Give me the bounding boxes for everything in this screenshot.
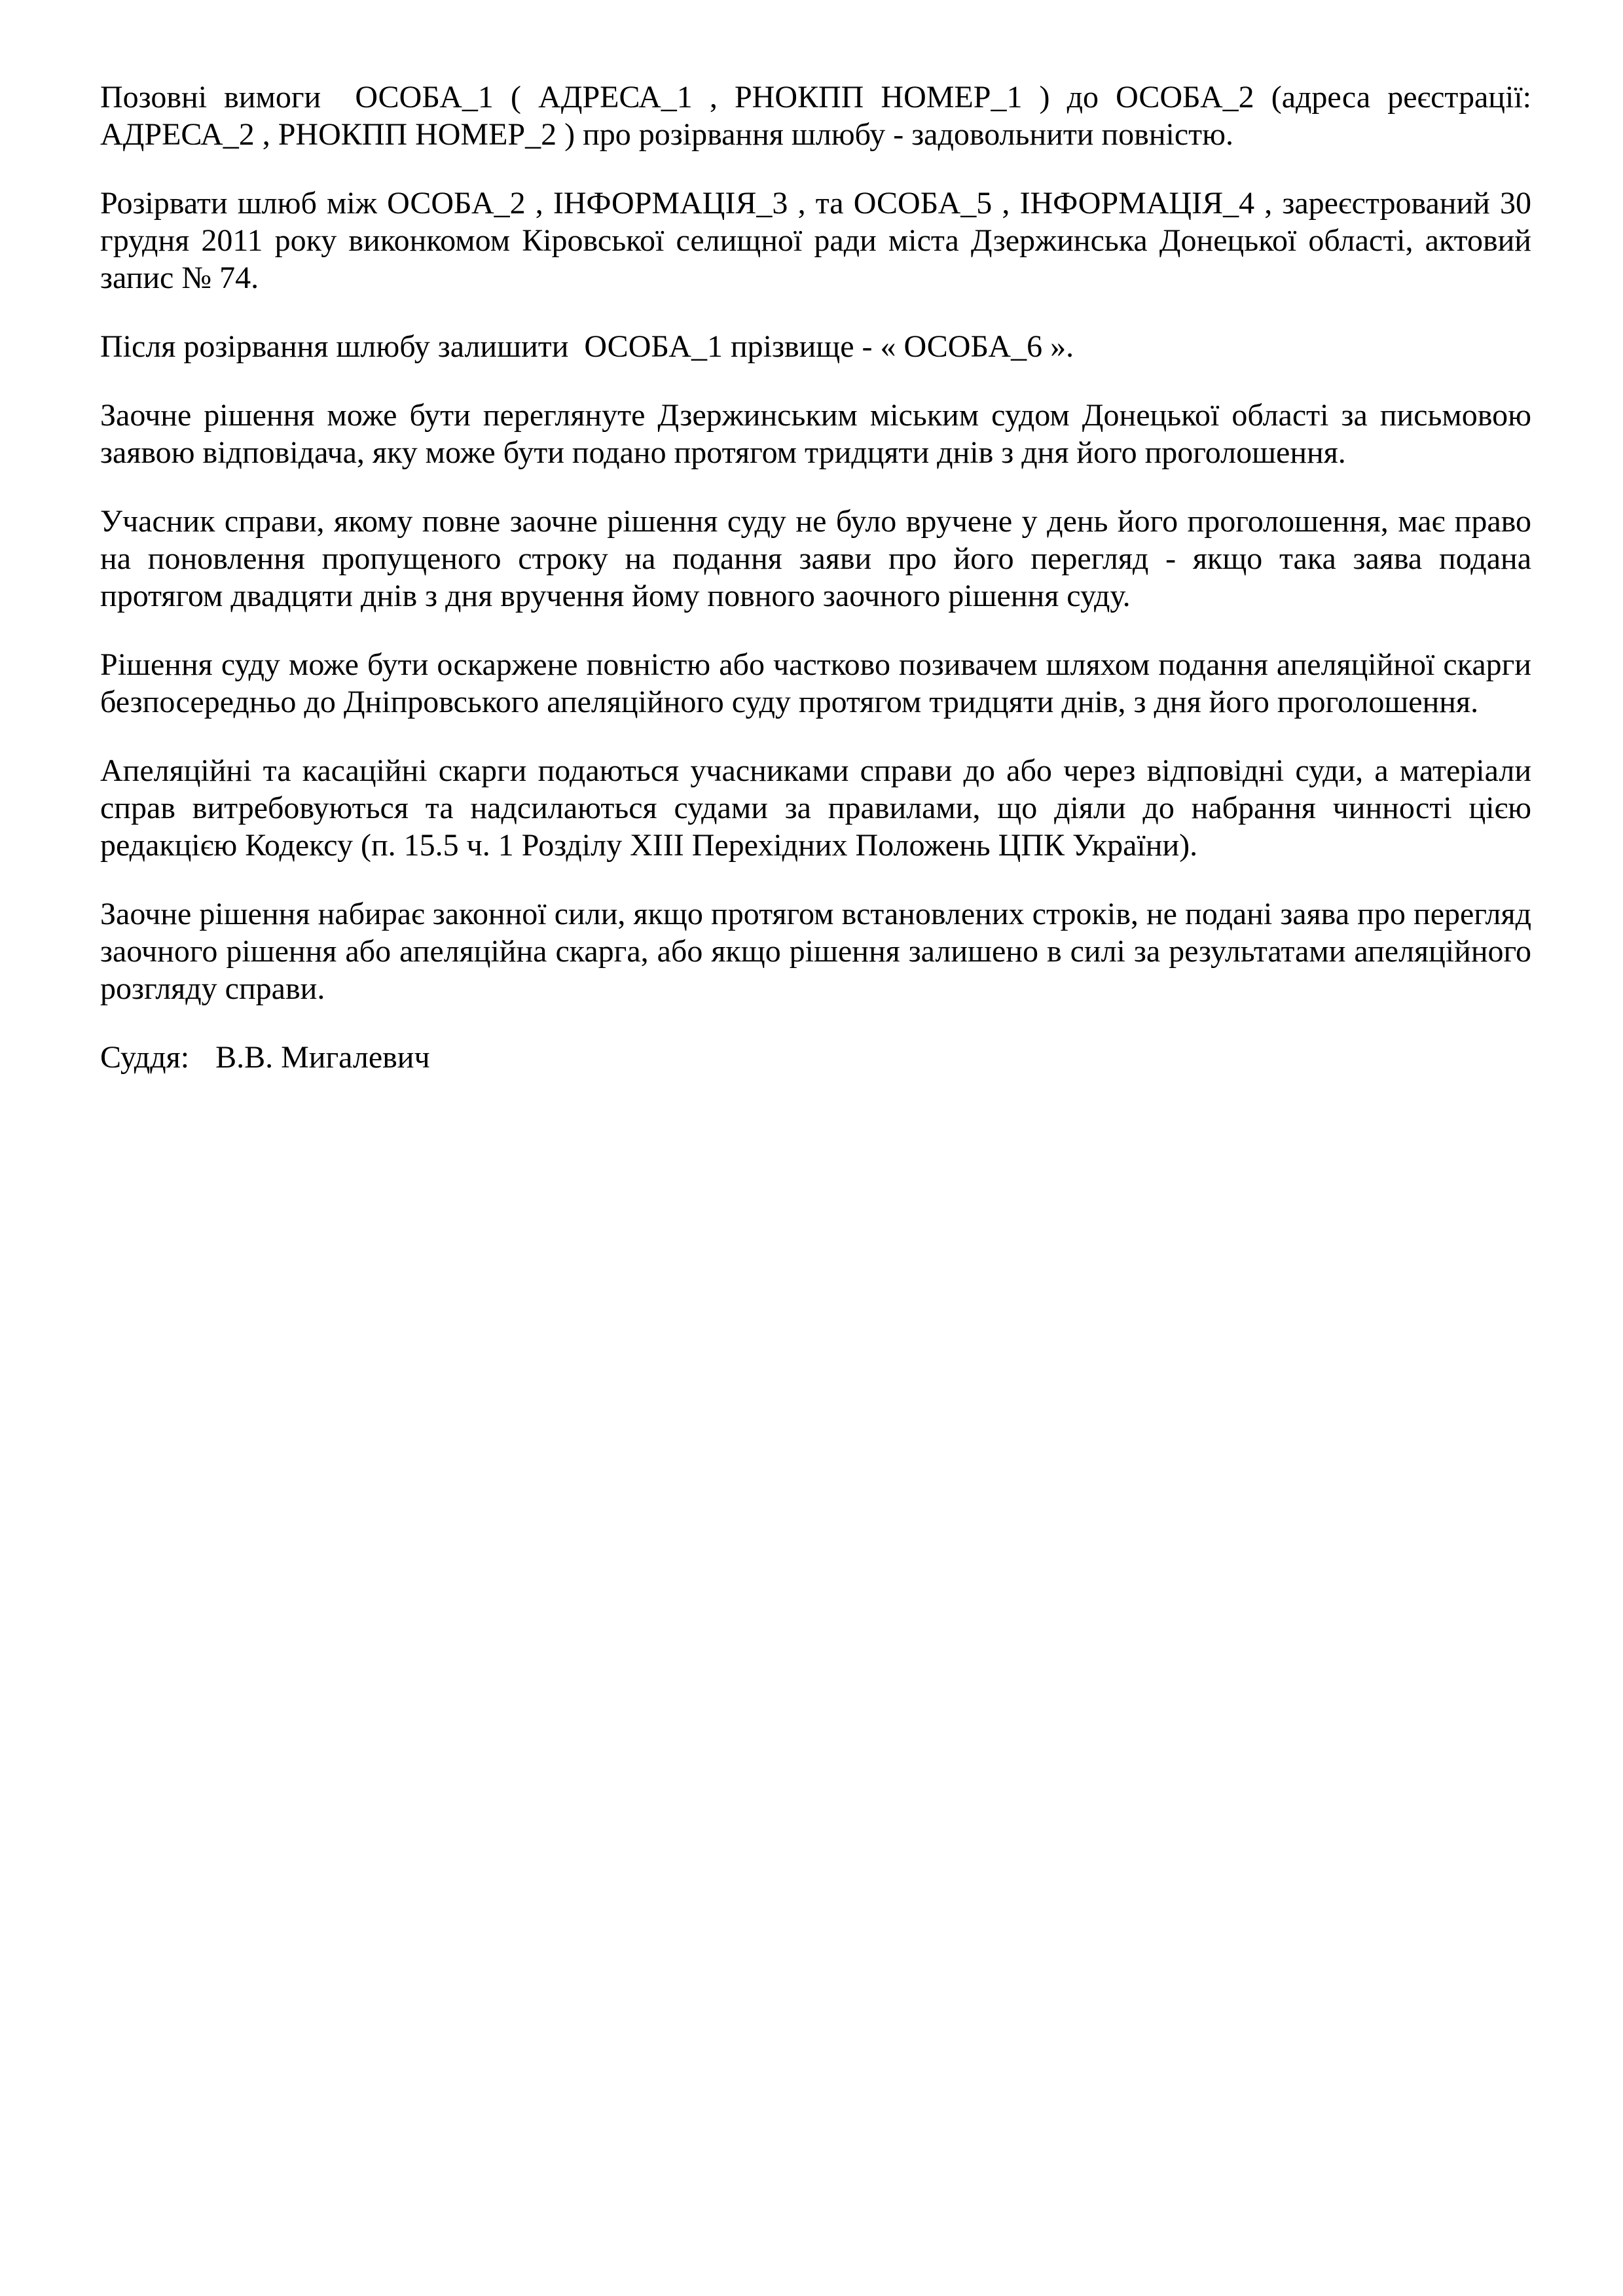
- paragraph-appeal-procedure: Апеляційні та касаційні скарги подаються учасниками справи до або через відповідні суди, а матеріали справ витребовуються та надсилаються судами за правилами, що діяли до набрання чинності цією редакцією Кодексу (п. 15.5 ч. 1 Розділу XIII Перехідних Положень ЦПК України).: [100, 753, 1539, 863]
- paragraph-term-renewal: Учасник справи, якому повне заочне рішення суду не було вручене у день його проголошення, має право на поновлення пропущеного строку на подання заяви про його перегляд - якщо така заява подана протягом двадцяти днів з дня вручення йому повного заочного рішення суду.: [100, 504, 1539, 613]
- paragraph-surname-kept: Після розірвання шлюбу залишити ОСОБА_1 прізвище - « ОСОБА_6 ».: [100, 329, 1074, 364]
- paragraph-appeal-right: Рішення суду може бути оскаржене повністю або частково позивачем шляхом подання апеляційної скарги безпосередньо до Дніпровського апеляційного суду протягом тридцяти днів, з дня його проголошення.: [100, 647, 1539, 719]
- paragraph-default-judgment-review: Заочне рішення може бути переглянуте Дзержинським міським судом Донецької області за письмовою заявою відповідача, яку може бути подано протягом тридцяти днів з дня його проголошення.: [100, 398, 1539, 470]
- judge-label: Суддя:: [100, 1040, 190, 1075]
- paragraph-entry-into-force: Заочне рішення набирає законної сили, якщо протягом встановлених строків, не подані заява про перегляд заочного рішення або апеляційна скарга, або якщо рішення залишено в силі за результатами апеляційного розгляду справи.: [100, 897, 1539, 1006]
- paragraph-divorce-order: Розірвати шлюб між ОСОБА_2 , ІНФОРМАЦІЯ_3 , та ОСОБА_5 , ІНФОРМАЦІЯ_4 , зареєстрований 30 грудня 2011 року виконкомом Кіровської селищної ради міста Дзержинська Донецької області, актовий запис № 74.: [100, 186, 1539, 295]
- signature-line: [100, 1039, 1531, 1076]
- paragraph-claims-granted: Позовні вимоги ОСОБА_1 ( АДРЕСА_1 , РНОКПП НОМЕР_1 ) до ОСОБА_2 (адреса реєстрації: АДРЕСА_2 , РНОКПП НОМЕР_2 ) про розірвання шлюбу - задовольнити повністю.: [100, 80, 1539, 152]
- judge-name: В.В. Мигалевич: [215, 1040, 430, 1075]
